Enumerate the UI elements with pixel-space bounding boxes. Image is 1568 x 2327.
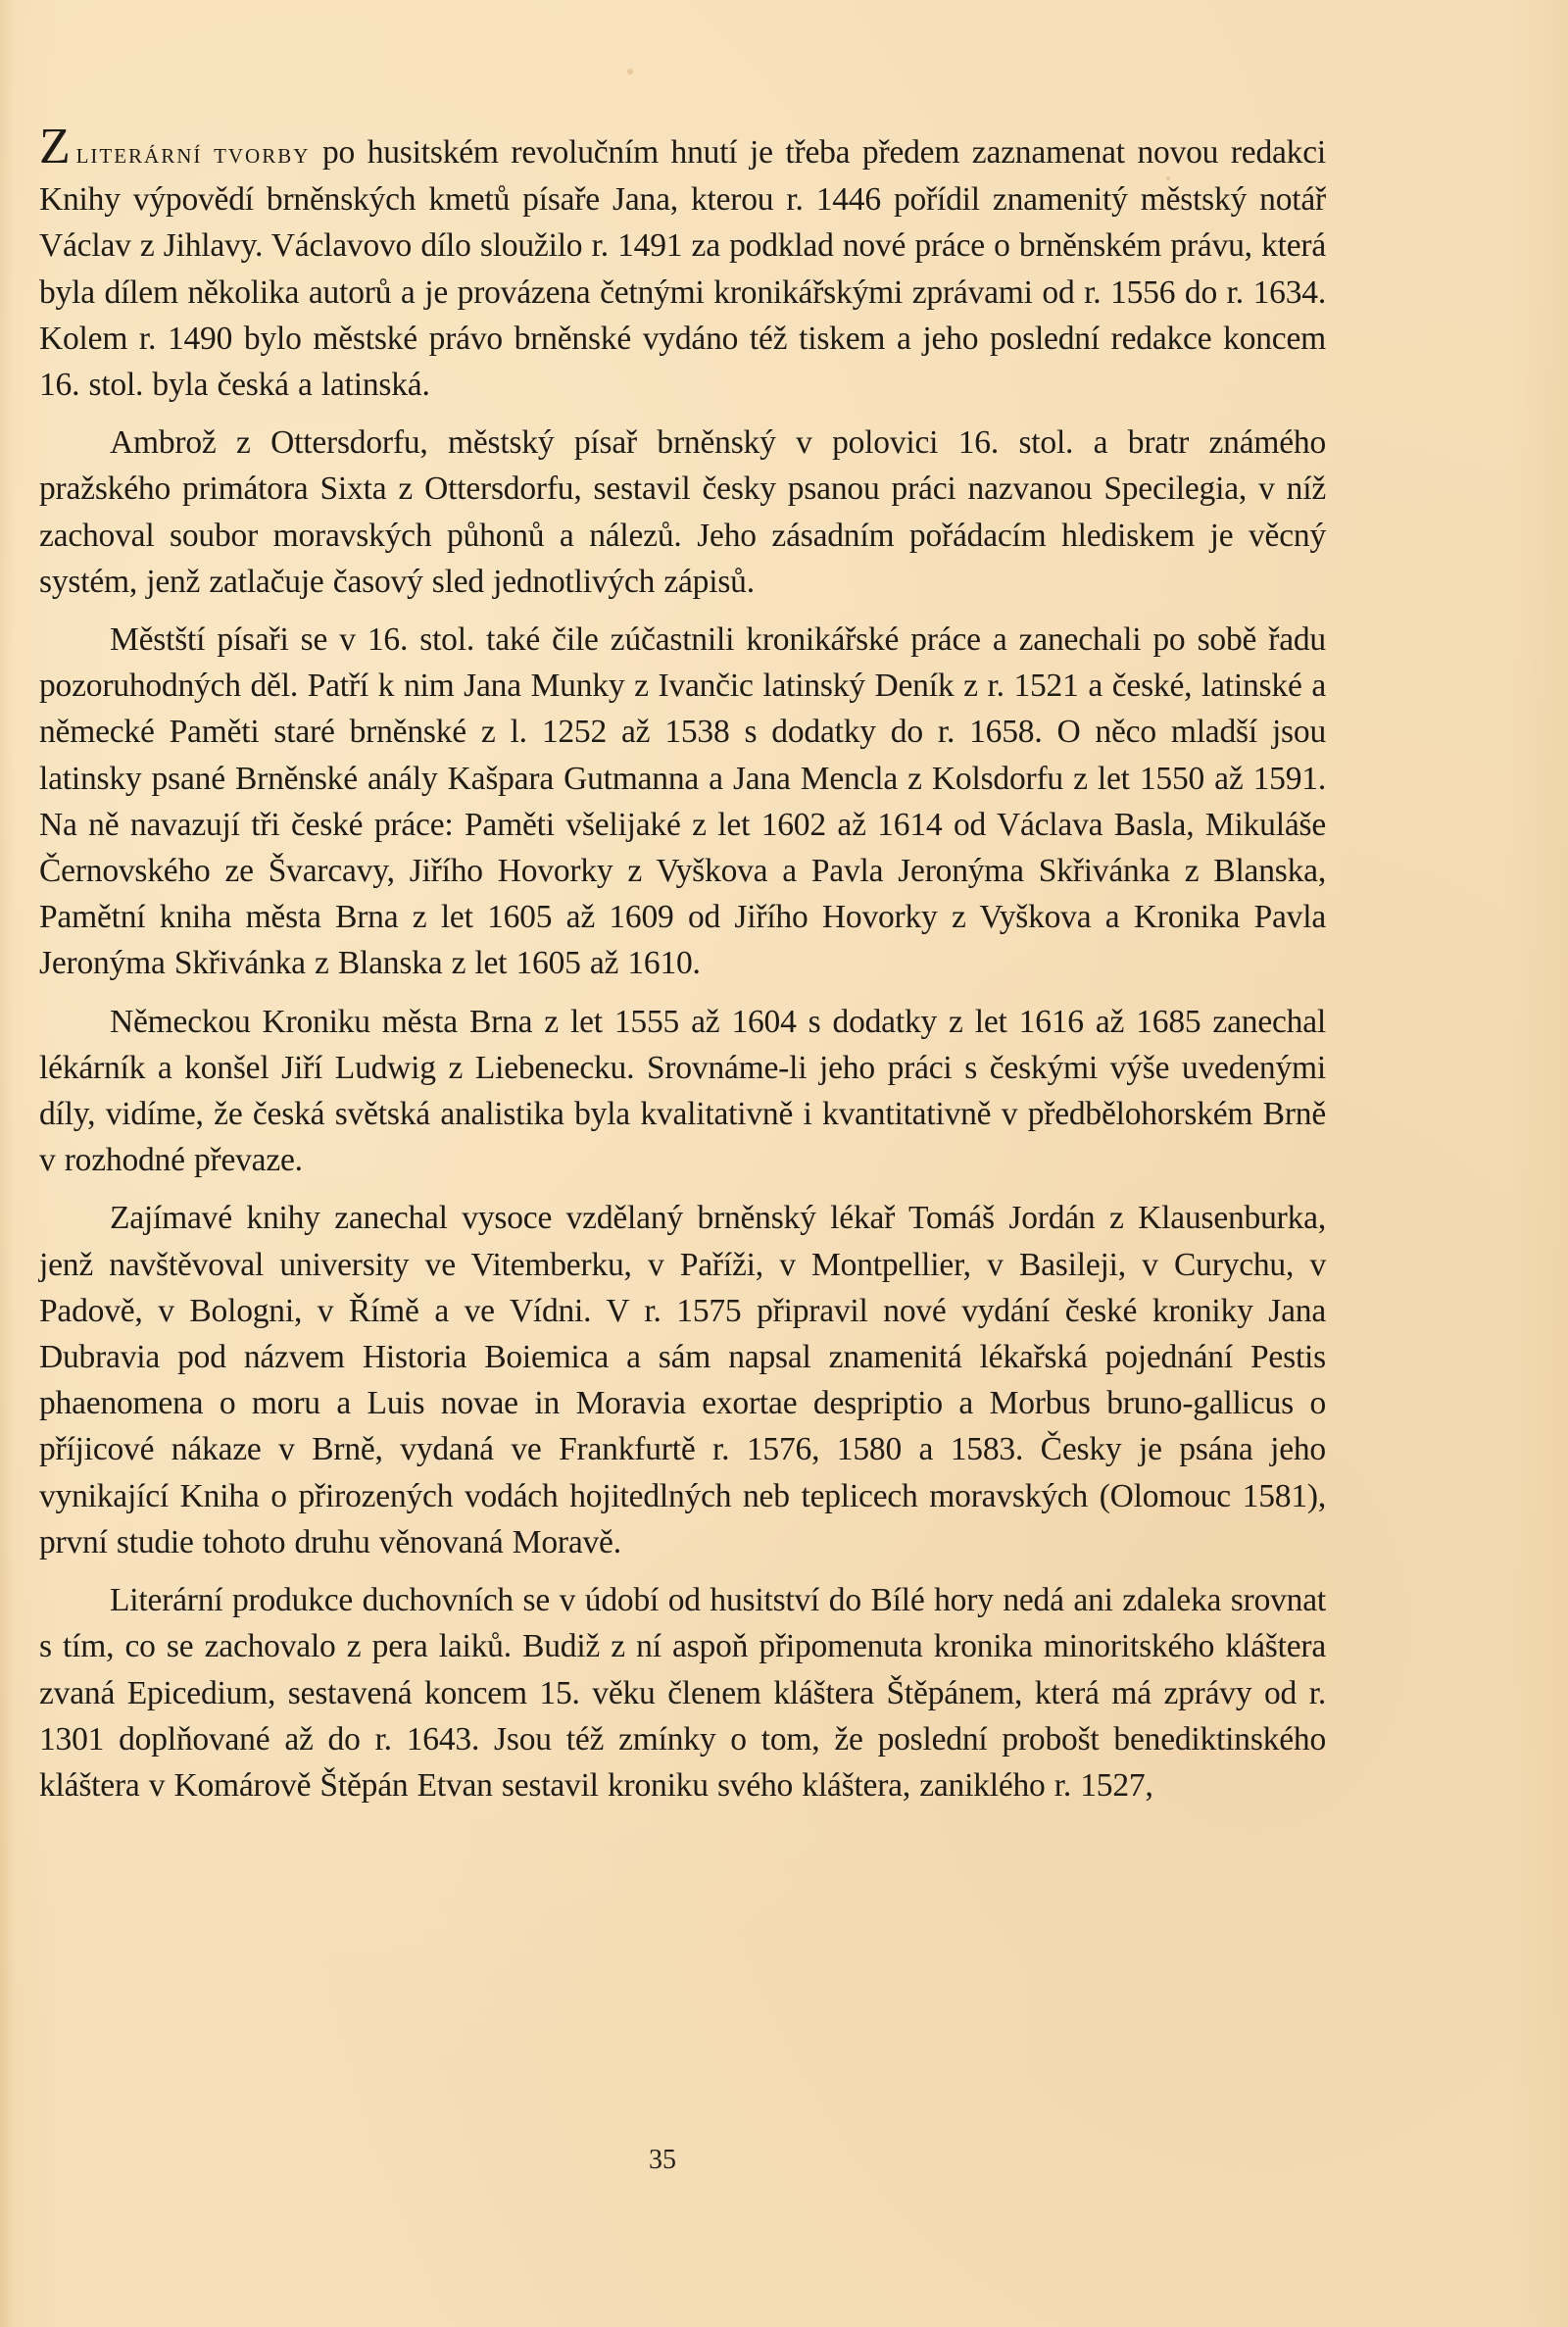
paragraph-meststi-pisari: Městští písaři se v 16. stol. také čile zúčastnili kronikářské práce a zanechali po sobě řadu pozoruhodných děl. Patří k nim Jana Munky z Ivančic latinský Deník z r. 1521 a české, latinské a německé Paměti staré brněnské z l. 1252 až 1538 s dodatky do r. 1658. O něco mladší jsou latinsky psané Brněnské anály Kašpara Gutmanna a Jana Mencla z Kolsdorfu z let 1550 až 1591. Na ně navazují tři české práce: Paměti všelijaké z let 1602 až 1614 od Václava Basla, Mikuláše Černovského ze Švarcavy, Jiřího Hovorky z Vyškova a Pavla Jeronýma Skřivánka z Blanska, Pamětní kniha města Brna z let 1605 až 1609 od Jiřího Hovorky z Vyškova a Kronika Pavla Jeronýma Skřivánka z Blanska z let 1605 až 1610. [39, 621, 1326, 982]
drop-cap: Z [39, 119, 71, 174]
paragraph-nemecka-kronika: Německou Kroniku města Brna z let 1555 až 1604 s dodatky z let 1616 až 1685 zanechal lékárník a konšel Jiří Ludwig z Liebenecku. Srovnáme-li jeho práci s českými výše uvedenými díly, vidíme, že česká světská analistika byla kvalitativně i kvantitativně v předbělohorském Brně v rozhodné převaze. [39, 1003, 1326, 1179]
opening-paragraph [39, 119, 1326, 408]
paper-spot [627, 69, 633, 74]
paragraph-ambroz: Ambrož z Ottersdorfu, městský písař brněnský v polovici 16. stol. a bratr známého pražského primátora Sixta z Ottersdorfu, sestavil česky psanou práci nazvanou Specilegia, v níž zachoval soubor moravských půhonů a nálezů. Jeho zásadním pořádacím hlediskem je věcný systém, jenž zatlačuje časový sled jednotlivých zápisů. [39, 424, 1326, 600]
page-body [39, 119, 1326, 1808]
paragraph-tomas-jordan: Zajímavé knihy zanechal vysoce vzdělaný brněnský lékař Tomáš Jordán z Klausenburka, jenž navštěvoval university ve Vitemberku, v Paříži, v Montpellier, v Basileji, v Curychu, v Padově, v Bologni, v Římě a ve Vídni. V r. 1575 připravil nové vydání české kroniky Jana Dubravia pod názvem Historia Boiemica a sám napsal znamenitá lékařská pojednání Pestis phaenomena o moru a Luis novae in Moravia exortae despriptio a Morbus bruno-gallicus o příjicové nákaze v Brně, vydaná ve Frankfurtě r. 1576, 1580 a 1583. Česky je psána jeho vynikající Kniha o přirozených vodách hojitedlných neb teplicech moravských (Olomouc 1581), první studie tohoto druhu věnovaná Moravě. [39, 1200, 1326, 1560]
page-number: 35 [649, 2145, 676, 2175]
opening-text: po husitském revolučním hnutí je třeba předem zaznamenat novou redakci Knihy výpovědí brněnských kmetů písaře Jana, kterou r. 1446 pořídil znamenitý městský notář Václav z Jihlavy. Václavovo dílo sloužilo r. 1491 za podklad nové práce o brněnském právu, která byla dílem několika autorů a je provázena četnými kronikářskými zprávami od r. 1556 do r. 1634. Kolem r. 1490 bylo městské právo brněnské vydáno též tiskem a jeho poslední redakce koncem 16. stol. byla česká a latinská. [39, 134, 1326, 404]
paragraph-duchovni: Literární produkce duchovních se v údobí od husitství do Bílé hory nedá ani zdaleka srovnat s tím, co se zachovalo z pera laiků. Budiž z ní aspoň připomenuta kronika minoritského kláštera zvaná Epicedium, sestavená koncem 15. věku členem kláštera Štěpánem, která má zprávy od r. 1301 doplňované až do r. 1643. Jsou též zmínky o tom, že poslední probošt benediktinského kláštera v Komárově Štěpán Etvan sestavil kroniku svého kláštera, zaniklého r. 1527, [39, 1582, 1326, 1804]
paper-spot [1166, 176, 1170, 180]
opening-small-caps: literární tvorby [75, 137, 311, 170]
